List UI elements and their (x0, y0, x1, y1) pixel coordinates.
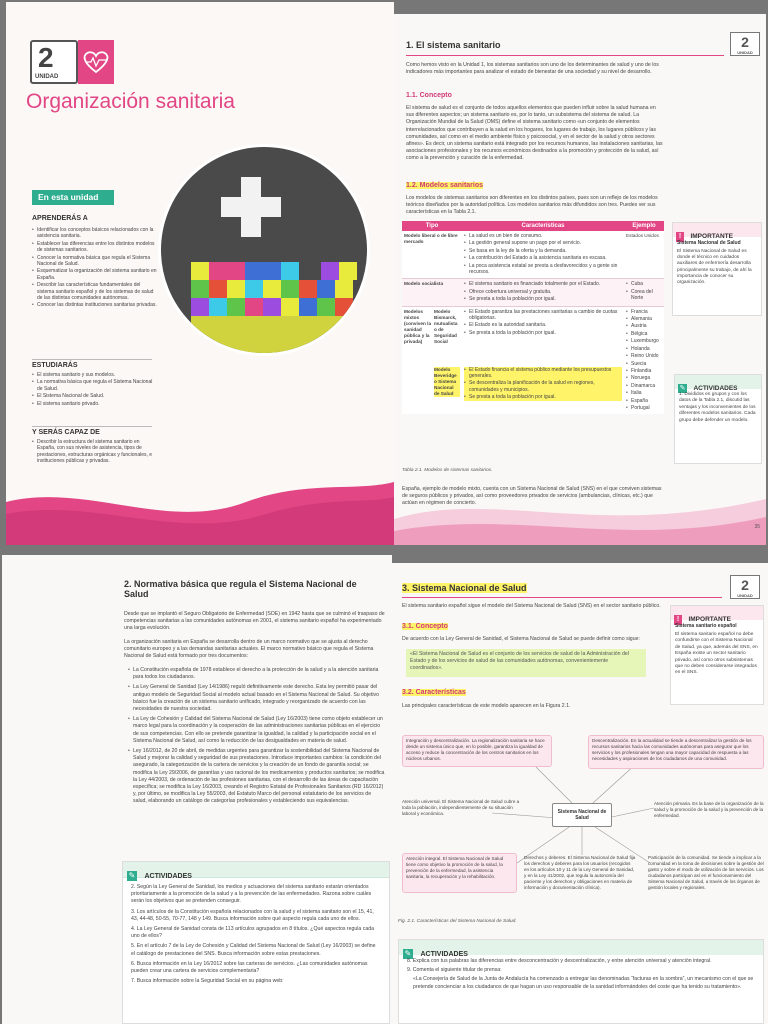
actividades-title: ACTIVIDADES (144, 873, 192, 880)
pencil-icon: ✎ (404, 949, 412, 958)
note-espana: España, ejemplo de modelo mixto, cuenta con un Sistema Nacional de Salud (SNS) en el que conviven sistemas de seguros públicos y privados, así como proveedores privados de servicios (ambulancias, clínicas, etc.) que actúan en régimen de concierto. (402, 486, 662, 507)
importante-text: El sistema sanitario español no debe confundirse con el Sistema Nacional de Salud, ya que, además del SNS, en España existe un sector sanitario privado, así como otros subsistemas que no deben considerarse integrados en el SNS. (675, 632, 758, 676)
caracteristicas-paragraph: Las principales características de este modelo aparecen en la Figura 2.1. (402, 703, 571, 709)
section-title-2: 2. Normativa básica que regula el Sistema Nacional de Salud (124, 579, 357, 599)
table-header: Ejemplo (632, 223, 656, 229)
list-item: • El sistema sanitario es financiado totalmente por el Estado. (464, 281, 622, 287)
list-item: • Reino Unido (626, 353, 662, 359)
list-item: • El sistema sanitario privado. (32, 401, 157, 407)
subsection-modelos: 1.2. Modelos sanitarios (406, 182, 484, 189)
unit-label: UNIDAD (35, 74, 59, 80)
list-item: • Luxemburgo (626, 338, 662, 344)
actividad-item: 2. Según la Ley General de Sanidad, los medios y actuaciones del sistema sanitario estarán orientados prioritariamente a la promoción de la salud y a la prevención de las enfermedades. Razona sobre cuáles serán los objetivos que se pretenden conseguir. (131, 884, 372, 905)
list-item: • Conocer las distintas instituciones sanitarias privadas. (32, 302, 157, 308)
normativa-intro: Desde que se implantó el Seguro Obligatorio de Enfermedad (SOE) en 1942 hasta que se culminó el traspaso de competencias sanitarias a las comunidades autónomas en 2001, el sistema sanitario español ha experimentado una larga evolución. (124, 611, 385, 632)
subsection-concepto: 1.1. Concepto (406, 92, 452, 99)
mindmap-node: Atención primaria. Es la base de la organización de la salud y la promoción de la salud y la prevención de la enfermedad. (654, 801, 764, 818)
aprenderas-list (32, 227, 157, 310)
page-sns (392, 563, 768, 1024)
importante-text: El Sistema Nacional de Salud es donde el técnico en cuidados auxiliares de enfermería desarrolla principalmente su trabajo, de ahí la importancia de conocer su organización. (677, 249, 752, 286)
mindmap-node: Derechos y deberes. El Sistema Nacional de Salud fija los derechos y deberes para los usuarios (recogidos en los artículos 10 y 11 de la Ley General de Sanidad, y en la Ley 41/2002, que regula la autonomía del paciente y los derechos y obligaciones en materia de información y documentación clínica). (524, 855, 636, 890)
list-item: • Se basa en la ley de la oferta y la demanda. (464, 248, 622, 254)
page-unit-cover (6, 2, 394, 545)
normativa-list (128, 667, 386, 807)
actividad-8: 8. Explica con tus palabras las diferencias entre desconcentración y descentralización, y entre atención universal y atención integral. (407, 958, 712, 964)
importante-title: IMPORTANTE (688, 616, 731, 623)
list-item: • Establecer las diferencias entre los distintos modelos de sistemas sanitarios. (32, 241, 157, 254)
list-item: • Bélgica (626, 331, 662, 337)
list-item: • Se descentraliza la planificación de la salud en regiones, comunidades y municipios. (464, 380, 622, 393)
list-item: • Se presta a toda la población por igual. (464, 296, 622, 302)
table-cell-ejemplo: Estados Unidos (626, 233, 659, 238)
tetris-illustration (158, 144, 370, 356)
subsection-caracteristicas: 3.2. Características (402, 689, 466, 696)
unit-number: 2 (38, 42, 54, 73)
figure-caption: Fig. 2.1. Características del Sistema Nacional de Salud. (398, 919, 517, 924)
table-cell-caracteristicas (464, 281, 622, 302)
table-cell-ejemplo (626, 309, 662, 412)
list-item: • Dinamarca (626, 383, 662, 389)
table-cell-submodelo: Modelo Beveridge o Sistema Nacional de Salud (434, 367, 460, 397)
list-item: • La salud es un bien de consumo. (464, 233, 622, 239)
actividades-box (674, 374, 762, 464)
list-item: • El sistema sanitario y sus modelos. (32, 372, 157, 378)
table-cell-caracteristicas (464, 367, 622, 401)
list-item: • Describir la estructura del sistema sanitario en España, con sus niveles de asistencia, tipos de prestaciones, estructuras orgánicas y funcionales, e instituciones públicas y privadas. (32, 439, 157, 465)
actividades-block (398, 939, 764, 1024)
table-cell-tipo: Modelos mixtos (conviven la sanidad pública y la privada) (404, 308, 432, 344)
concepto-paragraph: El sistema de salud es el conjunto de todos aquellos elementos que pueden influir sobre la salud humana en sus diferentes aspectos; un sistema sanitario es, por lo tanto, un subsistema del sistema de salud. La Organización Mundial de la Salud (OMS) define el sistema sanitario como «un conjunto de elementos interrelacionados que contribuyen a la salud en los hogares, los lugares de trabajo, los lugares públicos y las comunidades, así como en el medio ambiente físico y psicosocial, y en el sector de la salud y otros sectores afines». Es decir, un sistema sanitario está integrado por los recursos humanos, las instalaciones sanitarias, las asociaciones profesionales y los recursos económicos destinados a la promoción y protección de la salud, así como a la prevención y curación de la enfermedad. (406, 105, 663, 162)
bottom-wave (394, 459, 766, 545)
table-cell-submodelo: Modelo Bismarck, mutualista o de Seguridad Social (434, 308, 458, 344)
section-title-3: 3. Sistema Nacional de Salud (402, 583, 527, 593)
list-item: • La normativa básica que regula el Sistema Nacional de Salud. (32, 379, 157, 392)
seras-heading: Y SERÁS CAPAZ DE (32, 426, 152, 436)
exclamation-icon: ! (674, 615, 682, 625)
list-item: • Cuba (626, 281, 662, 287)
concepto-quote: «El Sistema Nacional de Salud es el conjunto de los servicios de salud de la Administración del Estado y de los servicios de salud de las comunidades autónomas, convenientemente coordinados». (406, 649, 646, 677)
list-item: • Austria (626, 323, 662, 329)
importante-box (672, 222, 762, 316)
sns-intro: El sistema sanitario español sigue el modelo del Sistema Nacional de Salud (SNS) en el sector sanitario público. (402, 603, 661, 609)
page-sistema-sanitario (394, 14, 766, 545)
table-cell-caracteristicas (464, 309, 622, 367)
normativa-item: • La Constitución española de 1978 establece el derecho a la protección de la salud y a la atención sanitaria para todos los ciudadanos. (128, 667, 386, 681)
actividad-item: 6. Busca información en la Ley 16/2012 sobre las carteras de servicios. ¿Las comunidades autónomas pueden crear una cartera de servicios complementaria? (131, 960, 368, 975)
table-header: Tipo (425, 223, 439, 229)
unit-mini-badge: 2 UNIDAD (730, 32, 760, 56)
actividad-1: 1. Divididos en grupos y con los datos de la Tabla 2.1, discutid las ventajas y los inconvenientes de los diferentes modelos sanitarios. Cada grupo debe defender un modelo. (679, 392, 756, 423)
actividades-title: ACTIVIDADES (420, 951, 468, 958)
list-item: • Conocer la normativa básica que regula el Sistema Nacional de Salud. (32, 255, 157, 268)
list-item: • Francia (626, 309, 662, 315)
estudiaras-heading: ESTUDIARÁS (32, 359, 152, 369)
list-item: • Se presta a toda la población por igual. (464, 330, 622, 336)
unit-badge (30, 40, 78, 84)
table-cell-tipo: Modelo liberal o de libre mercado (404, 233, 458, 244)
page-number: 35 (754, 524, 760, 530)
subsection-concepto: 3.1. Concepto (402, 623, 448, 630)
importante-heading: Sistema Nacional de Salud (677, 240, 741, 246)
mindmap-node: Atención universal. El Sistema Nacional de Salud cubre a toda la población, independientemente de su situación laboral y económica. (402, 799, 520, 816)
list-item: • Finlandia (626, 368, 662, 374)
actividad-item: 5. En el artículo 7 de la Ley de Cohesión y Calidad del Sistema Nacional de Salud (Ley 16/2003) se define el catálogo de prestaciones del SNS. Busca información sobre estas prestaciones. (131, 943, 376, 957)
estudiaras-list (32, 372, 157, 408)
list-item: • Identificar los conceptos básicos relacionados con la asistencia sanitaria. (32, 227, 157, 240)
actividad-item: 3. Los artículos de la Constitución española relacionados con la salud y el sistema sanitario son el 15, 41, 43, 44-48, 50-55, 70-77, 148 y 149. Busca información sobre qué aspecto regula cada uno de ellos. (131, 908, 374, 922)
table-cell-caracteristicas (464, 233, 622, 275)
actividades-list (123, 878, 389, 994)
unit-mini-badge: 2 UNIDAD (730, 575, 760, 599)
pink-wave (6, 472, 394, 545)
table-cell-ejemplo (626, 281, 662, 301)
modelos-paragraph: Los modelos de sistemas sanitarios son diferentes en los distintos países, pues son un reflejo de los modelos teóricos diseñados por la autoridad política. Los modelos sanitarios más difundidos son tres. Puedes ver sus características en la Tabla 2.1. (406, 195, 658, 216)
table-caption: Tabla 2.1. Modelos de sistemas sanitarios. (402, 468, 493, 473)
mindmap-node: Integración y descentralización. La regionalización sanitaria se hace desde un sistema único que, en lo posible, garantiza la igualdad de acceso y reduce la concentración de los centros sanitarios en los núcleos urbanos. (402, 735, 552, 767)
list-item: • España (626, 398, 662, 404)
actividad-9-quote: «La Consejería de Salud de la Junta de Andalucía ha comenzado a entregar las denominadas “facturas en la sombra”, un mecanismo con el que se pretende concienciar a los ciudadanos de que hagan un uso responsable de la sanidad informándoles del coste que ha tenido su tratamiento». (413, 976, 754, 990)
table-header: Características (521, 223, 565, 229)
pencil-icon: ✎ (679, 385, 686, 392)
list-item: • Suecia (626, 361, 662, 367)
importante-heading: Sistema sanitario español (675, 623, 737, 629)
list-item: • El Sistema Nacional de Salud. (32, 393, 157, 399)
normativa-item: • La Ley General de Sanidad (Ley 14/1986) reguló definitivamente este derecho. Esta ley permitió pasar del antiguo modelo de Seguridad Social al modelo actual basado en el Sistema Nacional de Salud. Su objetivo básico fue la creación de un sistema sanitario unificado, integrado y reorganizado de acuerdo con las necesidades de nuestra sociedad. (128, 684, 386, 713)
list-item: • El Estado garantiza las prestaciones sanitarias a cambio de cuotas obligatorias. (464, 309, 622, 322)
importante-title: IMPORTANTE (690, 233, 733, 240)
table-cell-tipo: Modelo socialista (404, 281, 444, 287)
list-item: • Corea del Norte (626, 289, 662, 302)
actividades-title: ACTIVIDADES (693, 385, 738, 392)
intro-paragraph: Como hemos visto en la Unidad 1, los sistemas sanitarios son uno de los determinantes de salud y uno de los indicadores más importantes para analizar el estado de bienestar de una sociedad y su nivel de desarrollo. (406, 62, 659, 76)
list-item: • Esquematizar la organización del sistema sanitario en España. (32, 268, 157, 281)
en-esta-unidad-tag: En esta unidad (32, 190, 114, 205)
pencil-icon: ✎ (128, 871, 136, 880)
list-item: • Portugal (626, 405, 662, 411)
actividades-block (122, 861, 390, 1024)
list-item: • La poca asistencia estatal se presta a desfavorecidos y a gente sin recursos. (464, 263, 622, 276)
mindmap-node: Descentralización. En la actualidad se tiende a descentralizar la gestión de los recursos sanitarios hacia las comunidades autónomas para asegurar que los servicios y los profesionales tengan una mayor capacidad de respuesta a las necesidades y aspiraciones de los ciudadanos de una comunidad. (588, 735, 764, 769)
exclamation-icon: ! (676, 232, 684, 242)
mindmap-node: Participación de la comunidad. Se tiende a implicar a la comunidad en la toma de decisiones sobre la gestión del gasto y sobre el modo de utilización de los servicios. Los ciudadanos participan así en el funcionamiento del Sistema Nacional de Salud, a través de los órganos de gestión locales y regionales. (648, 855, 764, 890)
list-item: • Holanda (626, 346, 662, 352)
heart-icon (78, 40, 114, 84)
aprenderas-heading: APRENDERÁS A (32, 215, 88, 222)
list-item: • Describir las características fundamentales del sistema sanitario español y de los sistemas de salud de las distintas comunidades autónomas. (32, 282, 157, 301)
modelos-table (402, 221, 664, 414)
list-item: • El Estado financia el sistema público mediante los presupuestos generales. (464, 367, 622, 380)
list-item: • Italia (626, 390, 662, 396)
actividad-9: 9. Comenta el siguiente titular de prensa: (407, 967, 502, 974)
list-item: • La gestión general supone un pago por el servicio. (464, 240, 622, 246)
list-item: • Se presta a toda la población por igual. (464, 394, 622, 400)
list-item: • Alemania (626, 316, 662, 322)
seras-list (32, 439, 157, 466)
section-title-1: 1. El sistema sanitario (406, 40, 501, 50)
normativa-item: • Ley 16/2012, de 20 de abril, de medidas urgentes para garantizar la sostenibilidad del Sistema Nacional de Salud y mejorar la calidad y seguridad de sus prestaciones. Introduce importantes cambios: la condición del asegurado, la categorización de la cartera de servicios y la creación de un fondo de garantía social; se modifica la Ley 29/2006, de garantías y uso racional de los medicamentos y productos sanitarios; se modifica la Ley 44/2003, de ordenación de las profesiones sanitarias, con el desarrollo de las áreas de capacitación específica; se modifica la Ley 16/2003, creando el Registro Estatal de Profesionales Sanitarios (RD 16/2012) y, por último, se modifica la Ley 55/2003, del Estatuto Marco del personal estatutario de los servicios de salud, elaborando un catálogo de categorías profesionales y estableciendo sus equivalencias. (128, 748, 386, 806)
list-item: • La contribución del Estado a la asistencia sanitaria es escasa. (464, 255, 622, 261)
concepto-paragraph: De acuerdo con la Ley General de Sanidad, el Sistema Nacional de Salud se puede definir como sigue: (402, 636, 640, 642)
list-item: • Ofrece cobertura universal y gratuita. (464, 289, 622, 295)
actividad-item: 7. Busca información sobre la Seguridad Social en su página web: (131, 978, 284, 985)
header-rule (406, 55, 724, 56)
unit-title: Organización sanitaria (26, 90, 235, 113)
list-item: • El Estado es la autoridad sanitaria. (464, 322, 622, 328)
normativa-intro-2: La organización sanitaria en España se desarrolla dentro de un marco normativo que se ajusta al derecho comunitario europeo y a las demandas sanitarias actuales. El marco normativo básico que regula el Sistema Nacional de Salud está formado por tres documentos: (124, 639, 374, 660)
list-item: • Noruega (626, 375, 662, 381)
mindmap-node: Atención integral. El Sistema Nacional de Salud tiene como objetivo la promoción de la salud, la prevención de la enfermedad, la asistencia sanitaria, la recuperación y la rehabilitación. (402, 853, 517, 893)
actividad-item: 4. La Ley General de Sanidad consta de 113 artículos agrupados en 8 títulos. ¿Qué aspectos regula cada uno de ellos? (131, 926, 375, 940)
mindmap-center: Sistema Nacional de Salud (552, 803, 612, 827)
page-normativa (2, 555, 392, 1024)
normativa-item: • La Ley de Cohesión y Calidad del Sistema Nacional de Salud (Ley 16/2003) tiene como objeto establecer un marco legal para la coordinación y la cooperación de las administraciones sanitarias públicas en el ejercicio de sus competencias. Con ello se pretende garantizar la igualdad, la calidad y la participación social en el Sistema Nacional de Salud, así como la reducción de las desigualdades en materia de salud. (128, 716, 386, 745)
importante-box (670, 605, 764, 705)
